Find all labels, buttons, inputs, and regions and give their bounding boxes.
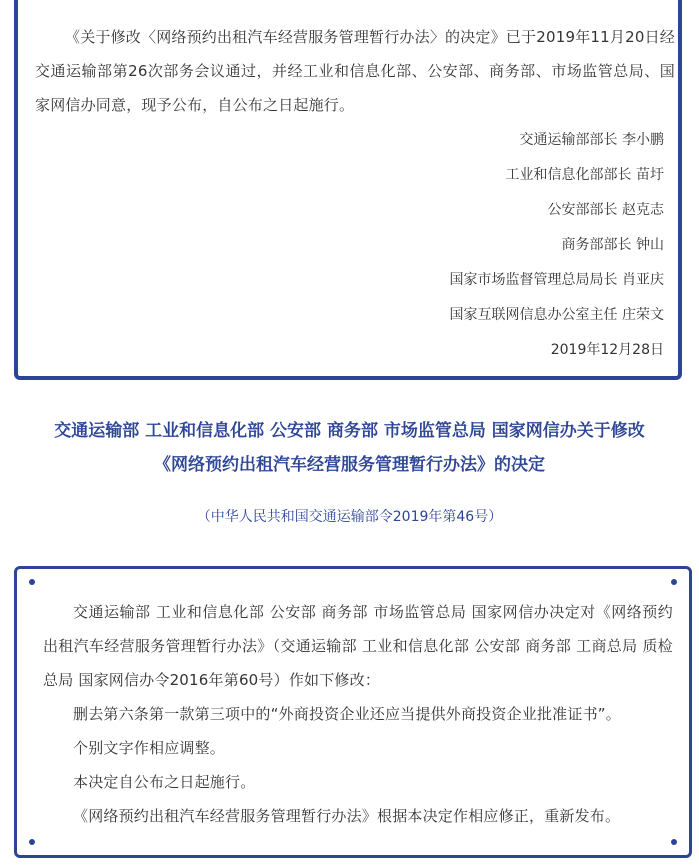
signature-line: 工业和信息化部部长 苗圩 — [505, 167, 664, 183]
signature-date: 2019年12月28日 — [550, 342, 664, 358]
signature-line: 公安部部长 赵克志 — [547, 202, 664, 218]
signature-line: 商务部部长 钟山 — [561, 237, 664, 253]
announcement-box — [14, 0, 682, 380]
corner-dot-icon — [29, 579, 35, 585]
announcement-paragraph: 《关于修改〈网络预约出租汽车经营服务管理暂行办法〉的决定》已于2019年11月20日经交通运输部第26次部务会议通过，并经工业和信息化部、公安部、商务部、市场监管总局、国家网信办同意，现予公布，自公布之日起施行。 — [35, 28, 675, 114]
decision-paragraph: 本决定自公布之日起施行。 — [73, 773, 256, 791]
decision-paragraph: 《网络预约出租汽车经营服务管理暂行办法》根据本决定作相应修正，重新发布。 — [73, 807, 621, 825]
corner-dot-icon — [29, 839, 35, 845]
signature-line: 国家市场监督管理总局局长 肖亚庆 — [449, 272, 664, 288]
decision-paragraph: 删去第六条第一款第三项中的“外商投资企业还应当提供外商投资企业批准证书”。 — [73, 705, 621, 723]
decision-body — [43, 595, 673, 833]
document-title-line-1: 交通运输部 工业和信息化部 公安部 商务部 市场监管总局 国家网信办关于修改 — [54, 421, 645, 441]
corner-dot-icon — [671, 579, 677, 585]
corner-dot-icon — [671, 839, 677, 845]
document-title-line-2: 《网络预约出租汽车经营服务管理暂行办法》的决定 — [154, 455, 545, 475]
decision-paragraph: 交通运输部 工业和信息化部 公安部 商务部 市场监管总局 国家网信办决定对《网络预约出租汽车经营服务管理暂行办法》（交通运输部 工业和信息化部 公安部 商务部 工商总局 质检总局 国家网信办令2016年第60号）作如下修改： — [43, 603, 673, 689]
order-number: （中华人民共和国交通运输部令2019年第46号） — [196, 509, 503, 525]
signature-line: 国家互联网信息办公室主任 庄荣文 — [449, 307, 664, 323]
signature-line: 交通运输部部长 李小鹏 — [519, 132, 664, 148]
decision-paragraph: 个别文字作相应调整。 — [73, 739, 226, 757]
decision-box — [14, 566, 692, 858]
